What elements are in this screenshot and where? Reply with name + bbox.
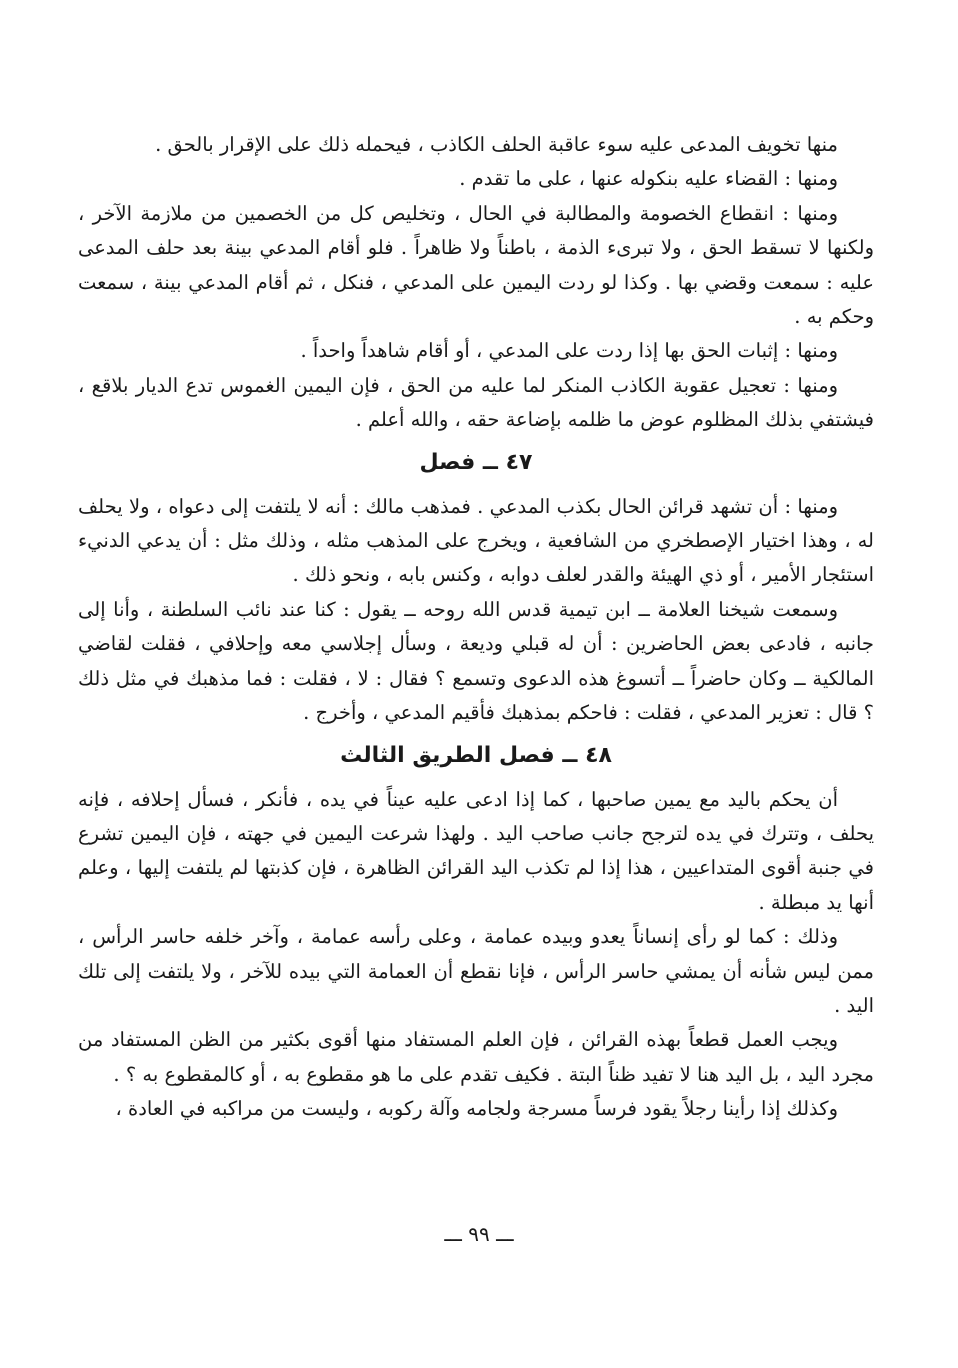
paragraph: وذلك : كما لو رأى إنساناً يعدو وبيده عمامة ، وعلى رأسه عمامة ، وآخر خلفه حاسر الرأس ، ممن ليس شأنه أن يمشي حاسر الرأس ، فإنا نقطع أن العمامة التي بيده للآخر ، ولا يلتفت إلى تلك اليد . bbox=[78, 925, 874, 1017]
section-heading: ٤٨ ــ فصل الطريق الثالث bbox=[340, 742, 612, 768]
paragraph: ومنها : إثبات الحق بها إذا ردت على المدعي ، أو أقام شاهداً واحداً . bbox=[300, 339, 838, 363]
paragraph: ومنها : أن تشهد قرائن الحال بكذب المدعي . فمذهب مالك : أنه لا يلتفت إلى دعواه ، ولا يحلف له ، وهذا اختيار الإصطخري من الشافعية ، ويخرج على المذهب مثله ، وذلك مثل : أن يدعي الدنيء استئجار الأمير ، أو ذي الهيئة والقدر لعلف دوابه ، وكنس بابه ، ونحو ذلك . bbox=[78, 494, 874, 587]
paragraph: منها تخويف المدعى عليه سوء عاقبة الحلف الكاذب ، فيحمله ذلك على الإقرار بالحق . bbox=[155, 133, 838, 156]
paragraph: ويجب العمل قطعاً بهذه القرائن ، فإن العلم المستفاد منها أقوى بكثير من الظن المستفاد من مجرد اليد ، بل اليد هنا لا تفيد ظناً البتة . فكيف تقدم على ما هو مقطوع به ، أو كالمقطوع به ؟ . bbox=[78, 1028, 874, 1086]
paragraph: وسمعت شيخنا العلامة ــ ابن تيمية قدس الله روحه ــ يقول : كنا عند نائب السلطنة ، وأنا إلى جانبه ، فادعى بعض الحاضرين : أن له قبلي وديعة ، وسأل إجلاسي معه وإحلافي ، فقلت لقاضي المالكية ــ وكان حاضراً ــ أتسوغ هذه الدعوى وتسمع ؟ فقال : لا ، فقلت : فما مذهبك في مثل ذلك ؟ قال : تعزير المدعي ، فقلت : فاحكم بمذهبك فأقيم المدعي ، وأخرج . bbox=[78, 597, 874, 725]
paragraph: ومنها : القضاء عليه بنكوله عنها ، على ما تقدم . bbox=[459, 167, 838, 191]
paragraph: ومنها : انقطاع الخصومة والمطالبة في الحال ، وتخليص كل من الخصمين من ملازمة الآخر ، ولكنها لا تسقط الحق ، ولا تبرىء الذمة ، باطناً ولا ظاهراً . فلو أقام المدعي بينة بعد حلف المدعى عليه : سمعت وقضي بها . وكذا لو ردت اليمين على المدعي ، فنكل ، ثم أقام المدعي بينة ، سمعت وحكم به . bbox=[78, 201, 874, 329]
page-number: ـــ ٩٩ ـــ bbox=[444, 1222, 514, 1246]
paragraph: وكذلك إذا رأينا رجلاً يقود فرساً مسرجة ولجامه وآلة ركوبه ، وليست من مراكبه في العادة ، bbox=[115, 1097, 838, 1121]
paragraph: أن يحكم باليد مع يمين صاحبها ، كما إذا ادعى عليه عيناً في يده ، فأنكر ، فسأل إحلافه ، فإنه يحلف ، وتترك في يده لترجح جانب صاحب اليد . ولهذا شرعت اليمين في جهته ، فإن اليمين تشرع في جنبة أقوى المتداعيين ، هذا إذا لم تكذب اليد القرائن الظاهرة ، فإن كذبتها لم يلتفت إليها ، وعلم أنها يد مبطلة . bbox=[78, 787, 874, 914]
section-heading: ٤٧ ــ فصل bbox=[419, 449, 533, 475]
paragraph: ومنها : تعجيل عقوبة الكاذب المنكر لما عليه من الحق ، فإن اليمين الغموس تدع الديار بلاقع ، فيشتفي بذلك المظلوم عوض ما ظلمه بإضاعة حقه ، والله أعلم . bbox=[78, 373, 874, 432]
